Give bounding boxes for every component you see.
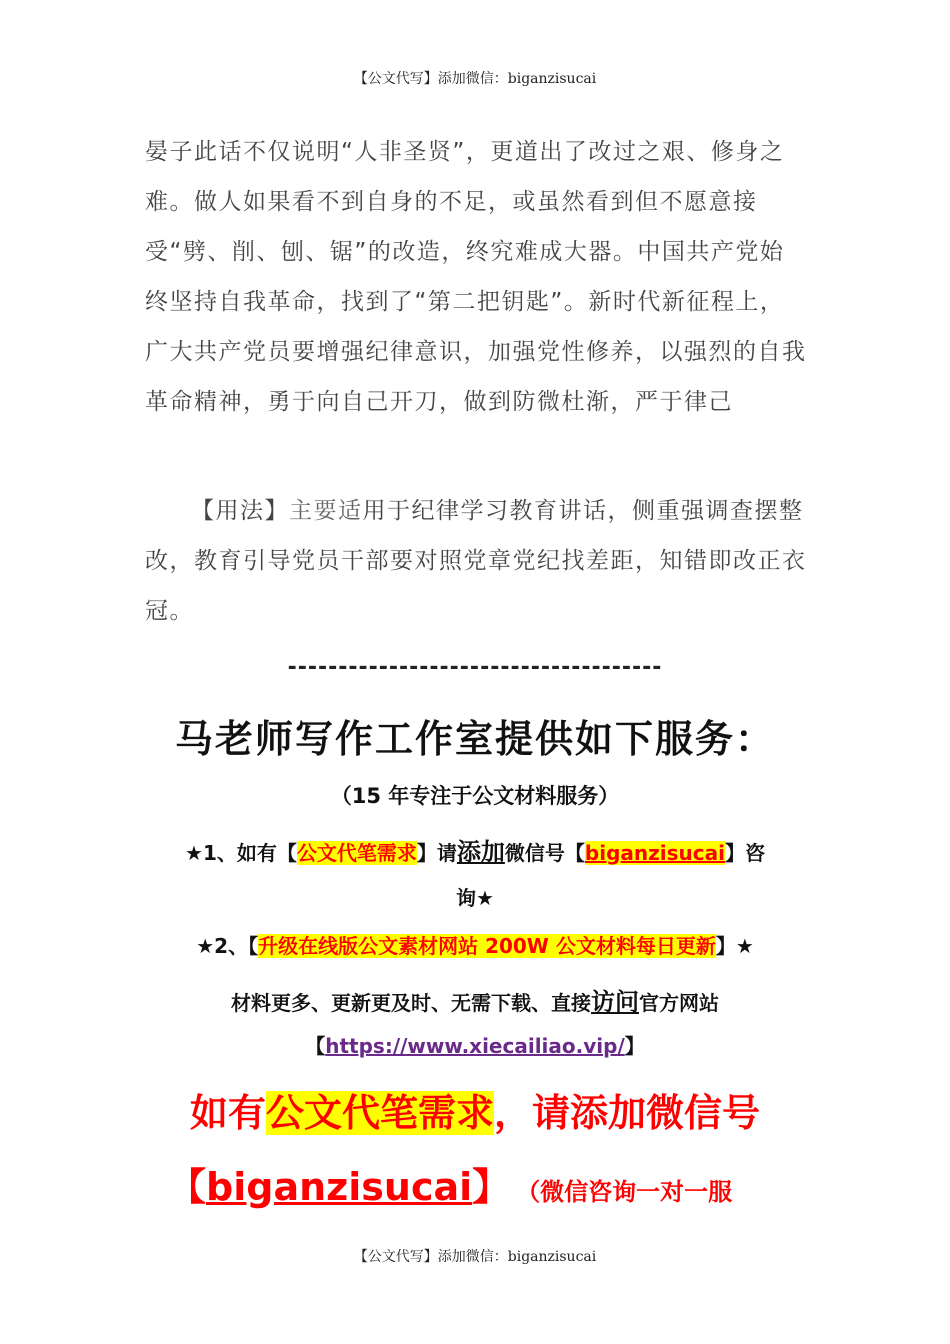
services-title: 马老师写作工作室提供如下服务： — [174, 717, 775, 761]
divider-line: ------------------------------------- — [287, 655, 663, 680]
website-link[interactable]: https://www.xiecailiao.vip/ — [325, 1034, 625, 1058]
cta-line-2 — [168, 1156, 732, 1211]
usage-label: 【用法】 — [191, 498, 289, 524]
item2-prefix: ★2、【 — [196, 934, 259, 958]
item3-big: 访问 — [591, 988, 639, 1016]
item1-suffix: 】咨 — [724, 841, 765, 865]
page-header: 【公文代写】添加微信：biganzisucai — [353, 71, 597, 87]
cta-line-1 — [0, 1082, 950, 1137]
usage-paragraph — [145, 486, 807, 636]
service-item-2 — [0, 930, 950, 959]
cta-small: （微信咨询一对一服 — [528, 1178, 733, 1206]
item1-mid2: 微信号【 — [504, 841, 585, 865]
item1-mid1: 】请 — [416, 841, 457, 865]
item1-prefix: ★1、如有【 — [185, 841, 297, 865]
item3-suffix: 官方网站 — [639, 991, 719, 1015]
cta-highlight: 公文代笔需求 — [265, 1091, 494, 1135]
cta-open: 【 — [168, 1165, 207, 1209]
item1-wechat[interactable]: biganzisucai — [584, 841, 725, 865]
item3-prefix: 材料更多、更新更及时、无需下载、直接 — [231, 991, 591, 1015]
paragraph-body: 晏子此话不仅说明“人非圣贤”，更道出了改过之艰、修身之难。做人如果看不到自身的不足，或虽然看到但不愿意接受“劈、削、刨、锯”的改造，终究难成大器。中国共产党始终坚持自我革命，找到了“第二把钥匙”。新时代新征程上，广大共产党员要增强纪律意识，加强党性修养，以强烈的自我革命精神，勇于向自己开刀，做到防微杜渐，严于律己 — [145, 139, 807, 415]
cta-suffix: ，请添加微信号 — [494, 1091, 761, 1135]
item4-close: 】 — [624, 1034, 645, 1058]
page-footer: 【公文代写】添加微信：biganzisucai — [353, 1249, 597, 1265]
item2-highlight: 升级在线版公文素材网站 200W 公文材料每日更新 — [258, 934, 716, 958]
usage-serif-part: 主要适 — [289, 498, 363, 524]
cta-wechat[interactable]: biganzisucai — [206, 1165, 473, 1209]
services-subtitle: （15 年专注于公文材料服务） — [330, 784, 620, 808]
cta-prefix: 如有 — [189, 1091, 266, 1135]
item1-highlight: 公文代笔需求 — [296, 841, 417, 865]
service-item-4 — [0, 1030, 950, 1059]
item1-big: 添加 — [456, 838, 505, 866]
usage-rest: 用于纪律学习教育讲话，侧重强调查摆整改，教育引导党员干部要对照党章党纪找差距，知错即改正衣冠。 — [145, 498, 807, 624]
service-item-1 — [0, 832, 950, 867]
item2-suffix: 】★ — [715, 934, 754, 958]
cta-close: 】 — [472, 1165, 511, 1209]
item4-open: 【 — [305, 1034, 326, 1058]
service-item-3 — [0, 982, 950, 1017]
service-item-1-wrap: 询★ — [456, 886, 494, 910]
